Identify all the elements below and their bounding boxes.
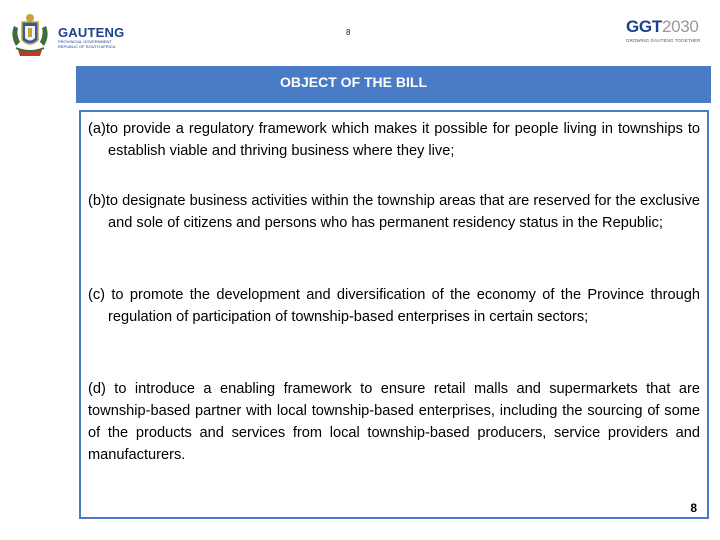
clause-text: to designate business activities within the township areas that are reserved for the exclusive and sole of citizens and persons who has permanent residency status in the Republic;	[105, 193, 700, 231]
ggt-text: GGT	[626, 17, 662, 36]
ggt-tagline: GROWING GAUTENG TOGETHER	[626, 38, 701, 43]
title-bar	[76, 66, 711, 103]
ggt2030-logo	[626, 18, 716, 54]
ggt2030-wordmark	[626, 18, 716, 36]
ggt-year: 2030	[661, 17, 699, 36]
slide-title: OBJECT OF THE BILL	[280, 74, 427, 90]
header-page-number: 8	[346, 28, 351, 37]
brand-subtitle: PROVINCIAL GOVERNMENT REPUBLIC OF SOUTH AFRICA	[58, 39, 116, 49]
footer-page-number: 8	[690, 501, 697, 515]
clause-d	[88, 378, 700, 466]
clause-b	[88, 190, 700, 234]
clause-text: to provide a regulatory framework which makes it possible for people living in townships to establish viable and thriving business where they live;	[105, 121, 700, 159]
clause-label: (b)	[88, 193, 106, 209]
coat-of-arms-icon	[8, 12, 52, 60]
gauteng-logo	[8, 12, 125, 60]
clause-a	[88, 118, 700, 162]
clause-label: (a)	[88, 121, 106, 137]
clause-label: (d)	[88, 381, 106, 397]
content-box	[79, 110, 709, 519]
clause-text: to introduce a enabling framework to ensure retail malls and supermarkets that are township-based partner with local township-based enterprises, including the sourcing of some of the products and services from local township-based producers, service providers and manufacturers.	[88, 381, 700, 463]
brand-name: GAUTENG	[58, 25, 125, 40]
clause-text: to promote the development and diversification of the economy of the Province through regulation of participation of township-based enterprises in certain sectors;	[105, 287, 700, 325]
clause-label: (c)	[88, 287, 106, 303]
clause-c	[88, 284, 700, 328]
